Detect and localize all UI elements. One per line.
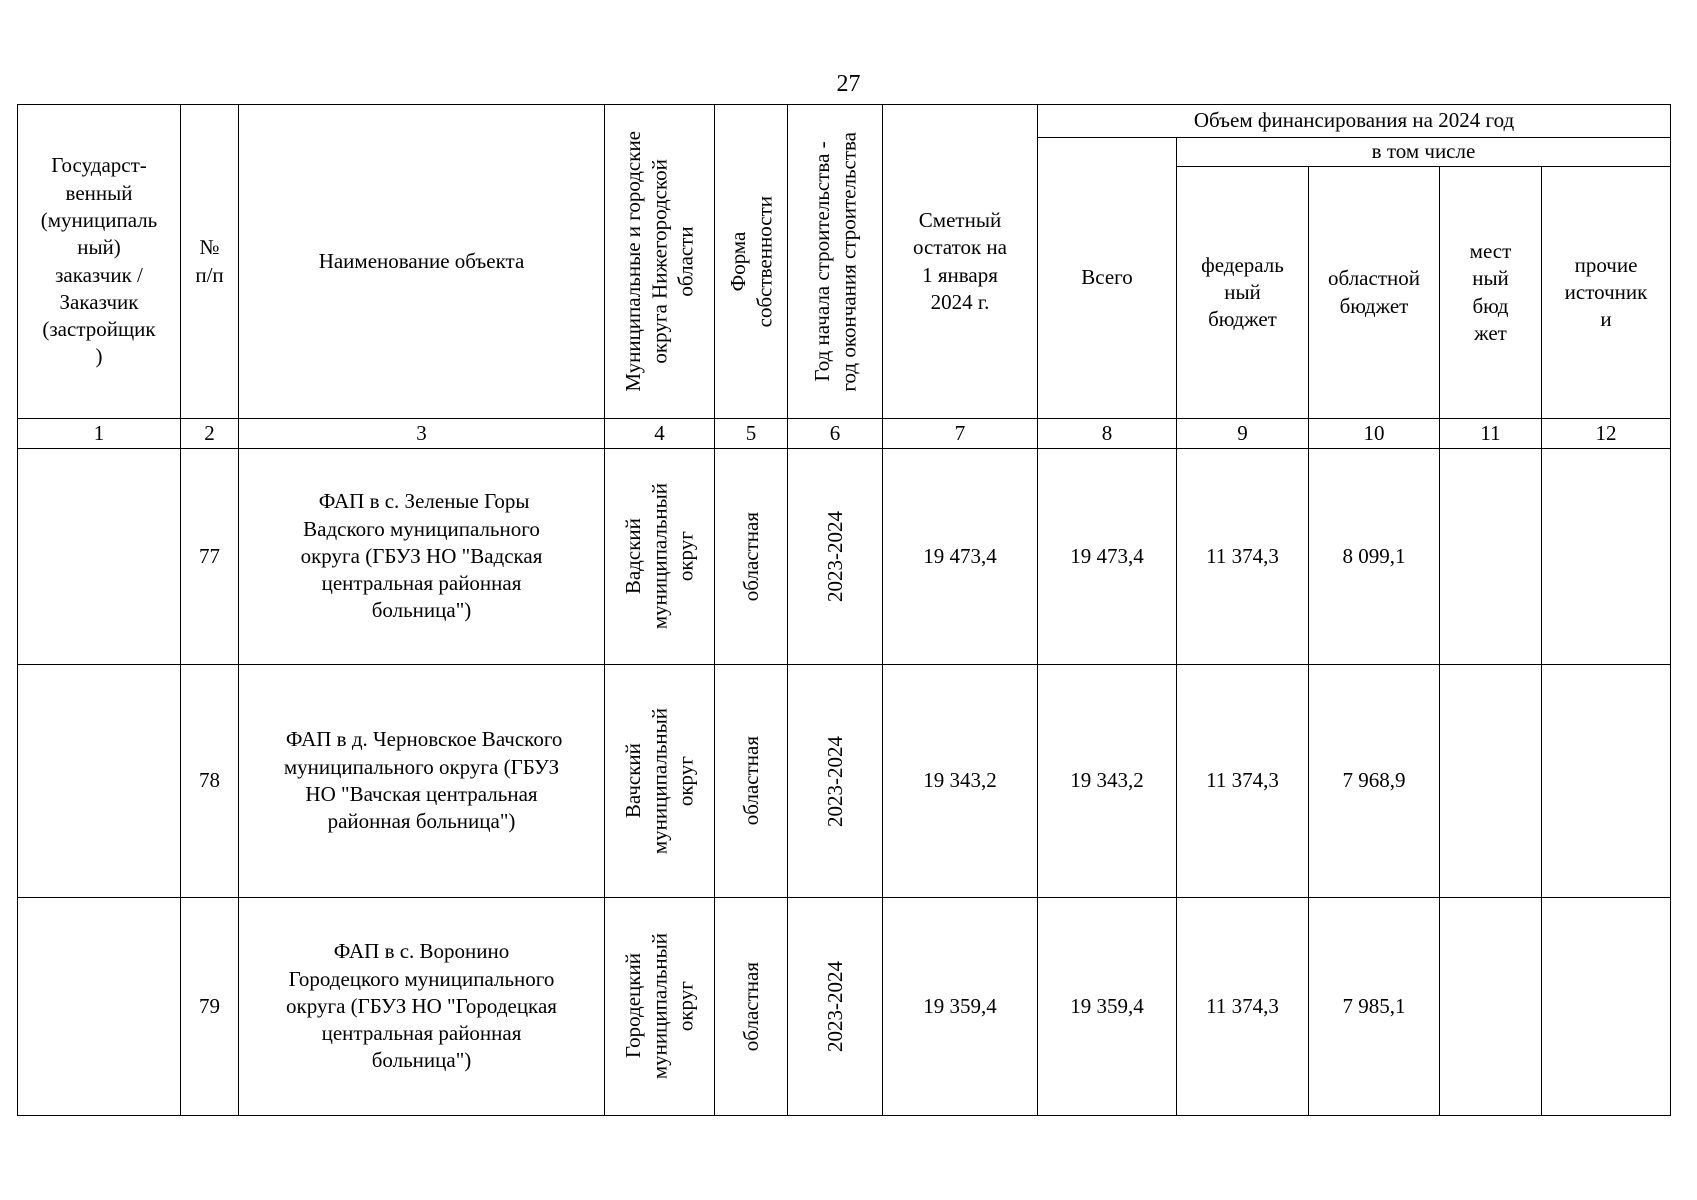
object-name-line: центральная районная [321,1021,522,1046]
header-regional-line: бюджет [1339,293,1409,318]
district-line: муниципальный [647,483,672,630]
district-line: Городецкий [621,953,646,1060]
object-name-line: округа (ГБУЗ НО "Городецкая [286,993,557,1018]
table-row [18,449,1671,665]
column-number: 5 [715,419,788,449]
header-local-line: мест [1469,238,1512,263]
cell-local-budget [1440,665,1542,898]
district-line: округ [673,755,698,807]
header-remainder-line: Сметный [918,207,1002,232]
cell-item-number: 78 [181,665,239,898]
years-text: 2023-2024 [822,735,847,827]
object-name-line: больница") [371,1048,472,1073]
header-other-sources [1542,167,1671,419]
header-customer-line: (застройщик [42,317,156,342]
header-regional-line: областной [1328,266,1420,291]
header-federal-line: федераль [1201,252,1284,277]
cell-customer [18,665,181,898]
header-estimated-remainder [883,105,1038,419]
cell-item-number: 77 [181,449,239,665]
district-line: округ [673,531,698,582]
header-item-number [181,105,239,419]
ownership-text: областная [738,511,763,602]
cell-total: 19 343,2 [1038,665,1177,898]
header-district-line: области [673,226,698,297]
cell-local-budget [1440,898,1542,1116]
object-name-line: ФАП в с. Зеленые Горы [313,489,530,514]
header-regional-budget [1309,167,1440,419]
cell-item-number: 79 [181,898,239,1116]
header-local-line: ный [1472,266,1509,291]
cell-total: 19 473,4 [1038,449,1177,665]
header-including: в том числе [1177,138,1671,167]
header-ownership-line: собственности [752,195,776,328]
district-line: Вачский [621,743,646,819]
header-federal-line: ный [1224,279,1261,304]
district-text [620,933,699,1079]
column-number: 3 [239,419,605,449]
header-ownership-line: Форма [725,231,750,292]
ownership-text: областная [738,961,763,1052]
object-name-line: округа (ГБУЗ НО "Вадская [300,543,543,568]
page-number: 27 [836,71,861,97]
header-number-line: № [199,235,220,260]
cell-regional-budget: 8 099,1 [1309,449,1440,665]
object-name-line: ФАП в д. Черновское Вачского [280,727,563,752]
header-local-line: жет [1474,320,1507,345]
object-name-line: ФАП в с. Воронино [333,939,510,964]
cell-customer [18,898,181,1116]
header-customer-line: венный [65,180,133,205]
header-customer-line: ) [95,344,103,369]
column-number: 9 [1177,419,1309,449]
cell-customer [18,449,181,665]
cell-regional-budget: 7 968,9 [1309,665,1440,898]
ownership-text: областная [738,736,763,826]
header-total: Всего [1038,138,1177,419]
years-text: 2023-2024 [822,511,847,602]
header-remainder-line: 2024 г. [930,289,990,314]
district-line: муниципальный [647,707,672,855]
column-number: 10 [1309,419,1440,449]
cell-federal-budget: 11 374,3 [1177,898,1309,1116]
cell-other-sources [1542,898,1671,1116]
object-name-line: муниципального округа (ГБУЗ [283,754,560,779]
cell-object-name [239,665,605,898]
header-construction-years [788,105,883,419]
cell-estimated-remainder: 19 359,4 [883,898,1038,1116]
column-number: 12 [1542,419,1671,449]
table-row [18,898,1671,1116]
district-text [620,483,699,629]
header-customer-line: Государст- [51,153,147,178]
district-text [620,708,699,854]
cell-construction-years [788,665,883,898]
header-years-line: год окончания строительства [836,131,860,392]
cell-district [605,665,715,898]
header-customer-line: (муниципаль [40,207,158,232]
financing-table [17,104,1671,1116]
cell-federal-budget: 11 374,3 [1177,449,1309,665]
header-customer-line: ный) [77,235,121,260]
header-federal-line: бюджет [1208,307,1277,332]
header-customer-line: Заказчик [59,289,139,314]
district-line: муниципальный [647,933,672,1080]
header-years-line: Год начала строительства - [809,141,834,382]
object-name-line: больница") [371,598,472,623]
district-line: округ [673,981,698,1032]
column-number: 1 [18,419,181,449]
cell-object-name [239,449,605,665]
cell-ownership [715,665,788,898]
cell-regional-budget: 7 985,1 [1309,898,1440,1116]
cell-local-budget [1440,449,1542,665]
column-number: 4 [605,419,715,449]
years-text: 2023-2024 [822,961,847,1052]
cell-district [605,449,715,665]
header-other-line: источник [1564,279,1648,304]
cell-construction-years [788,449,883,665]
column-number: 11 [1440,419,1542,449]
header-remainder-line: остаток на [913,235,1007,260]
header-years-text [809,132,862,392]
column-number: 7 [883,419,1038,449]
column-number: 6 [788,419,883,449]
cell-estimated-remainder: 19 473,4 [883,449,1038,665]
header-ownership [715,105,788,419]
cell-district [605,898,715,1116]
header-federal-budget [1177,167,1309,419]
header-local-budget [1440,167,1542,419]
object-name-line: районная больница") [327,809,516,834]
header-district-line: округа Нижегородской [647,159,672,364]
cell-federal-budget: 11 374,3 [1177,665,1309,898]
header-customer [18,105,181,419]
header-funding-title: Объем финансирования на 2024 год [1038,105,1671,138]
cell-total: 19 359,4 [1038,898,1177,1116]
object-name-line: Вадского муниципального [303,516,540,541]
column-number: 8 [1038,419,1177,449]
table-row [18,665,1671,898]
cell-construction-years [788,898,883,1116]
cell-ownership [715,898,788,1116]
district-line: Вадский [621,518,646,595]
column-number: 2 [181,419,239,449]
header-other-line: прочие [1574,252,1638,277]
cell-ownership [715,449,788,665]
header-remainder-line: 1 января [922,262,998,287]
header-district-line: Муниципальные и городские [621,131,646,392]
cell-other-sources [1542,665,1671,898]
header-district [605,105,715,419]
header-number-line: п/п [195,262,224,287]
object-name-line: Городецкого муниципального [288,966,555,991]
cell-object-name [239,898,605,1116]
header-ownership-text [725,196,778,327]
object-name-line: центральная районная [321,571,522,596]
header-local-line: бюд [1472,293,1509,318]
object-name-line: НО "Вачская центральная [305,782,538,806]
header-other-line: и [1600,307,1612,332]
header-object-name: Наименование объекта [239,105,605,419]
cell-other-sources [1542,449,1671,665]
header-district-text [620,131,699,392]
cell-estimated-remainder: 19 343,2 [883,665,1038,898]
header-customer-line: заказчик / [55,262,143,287]
